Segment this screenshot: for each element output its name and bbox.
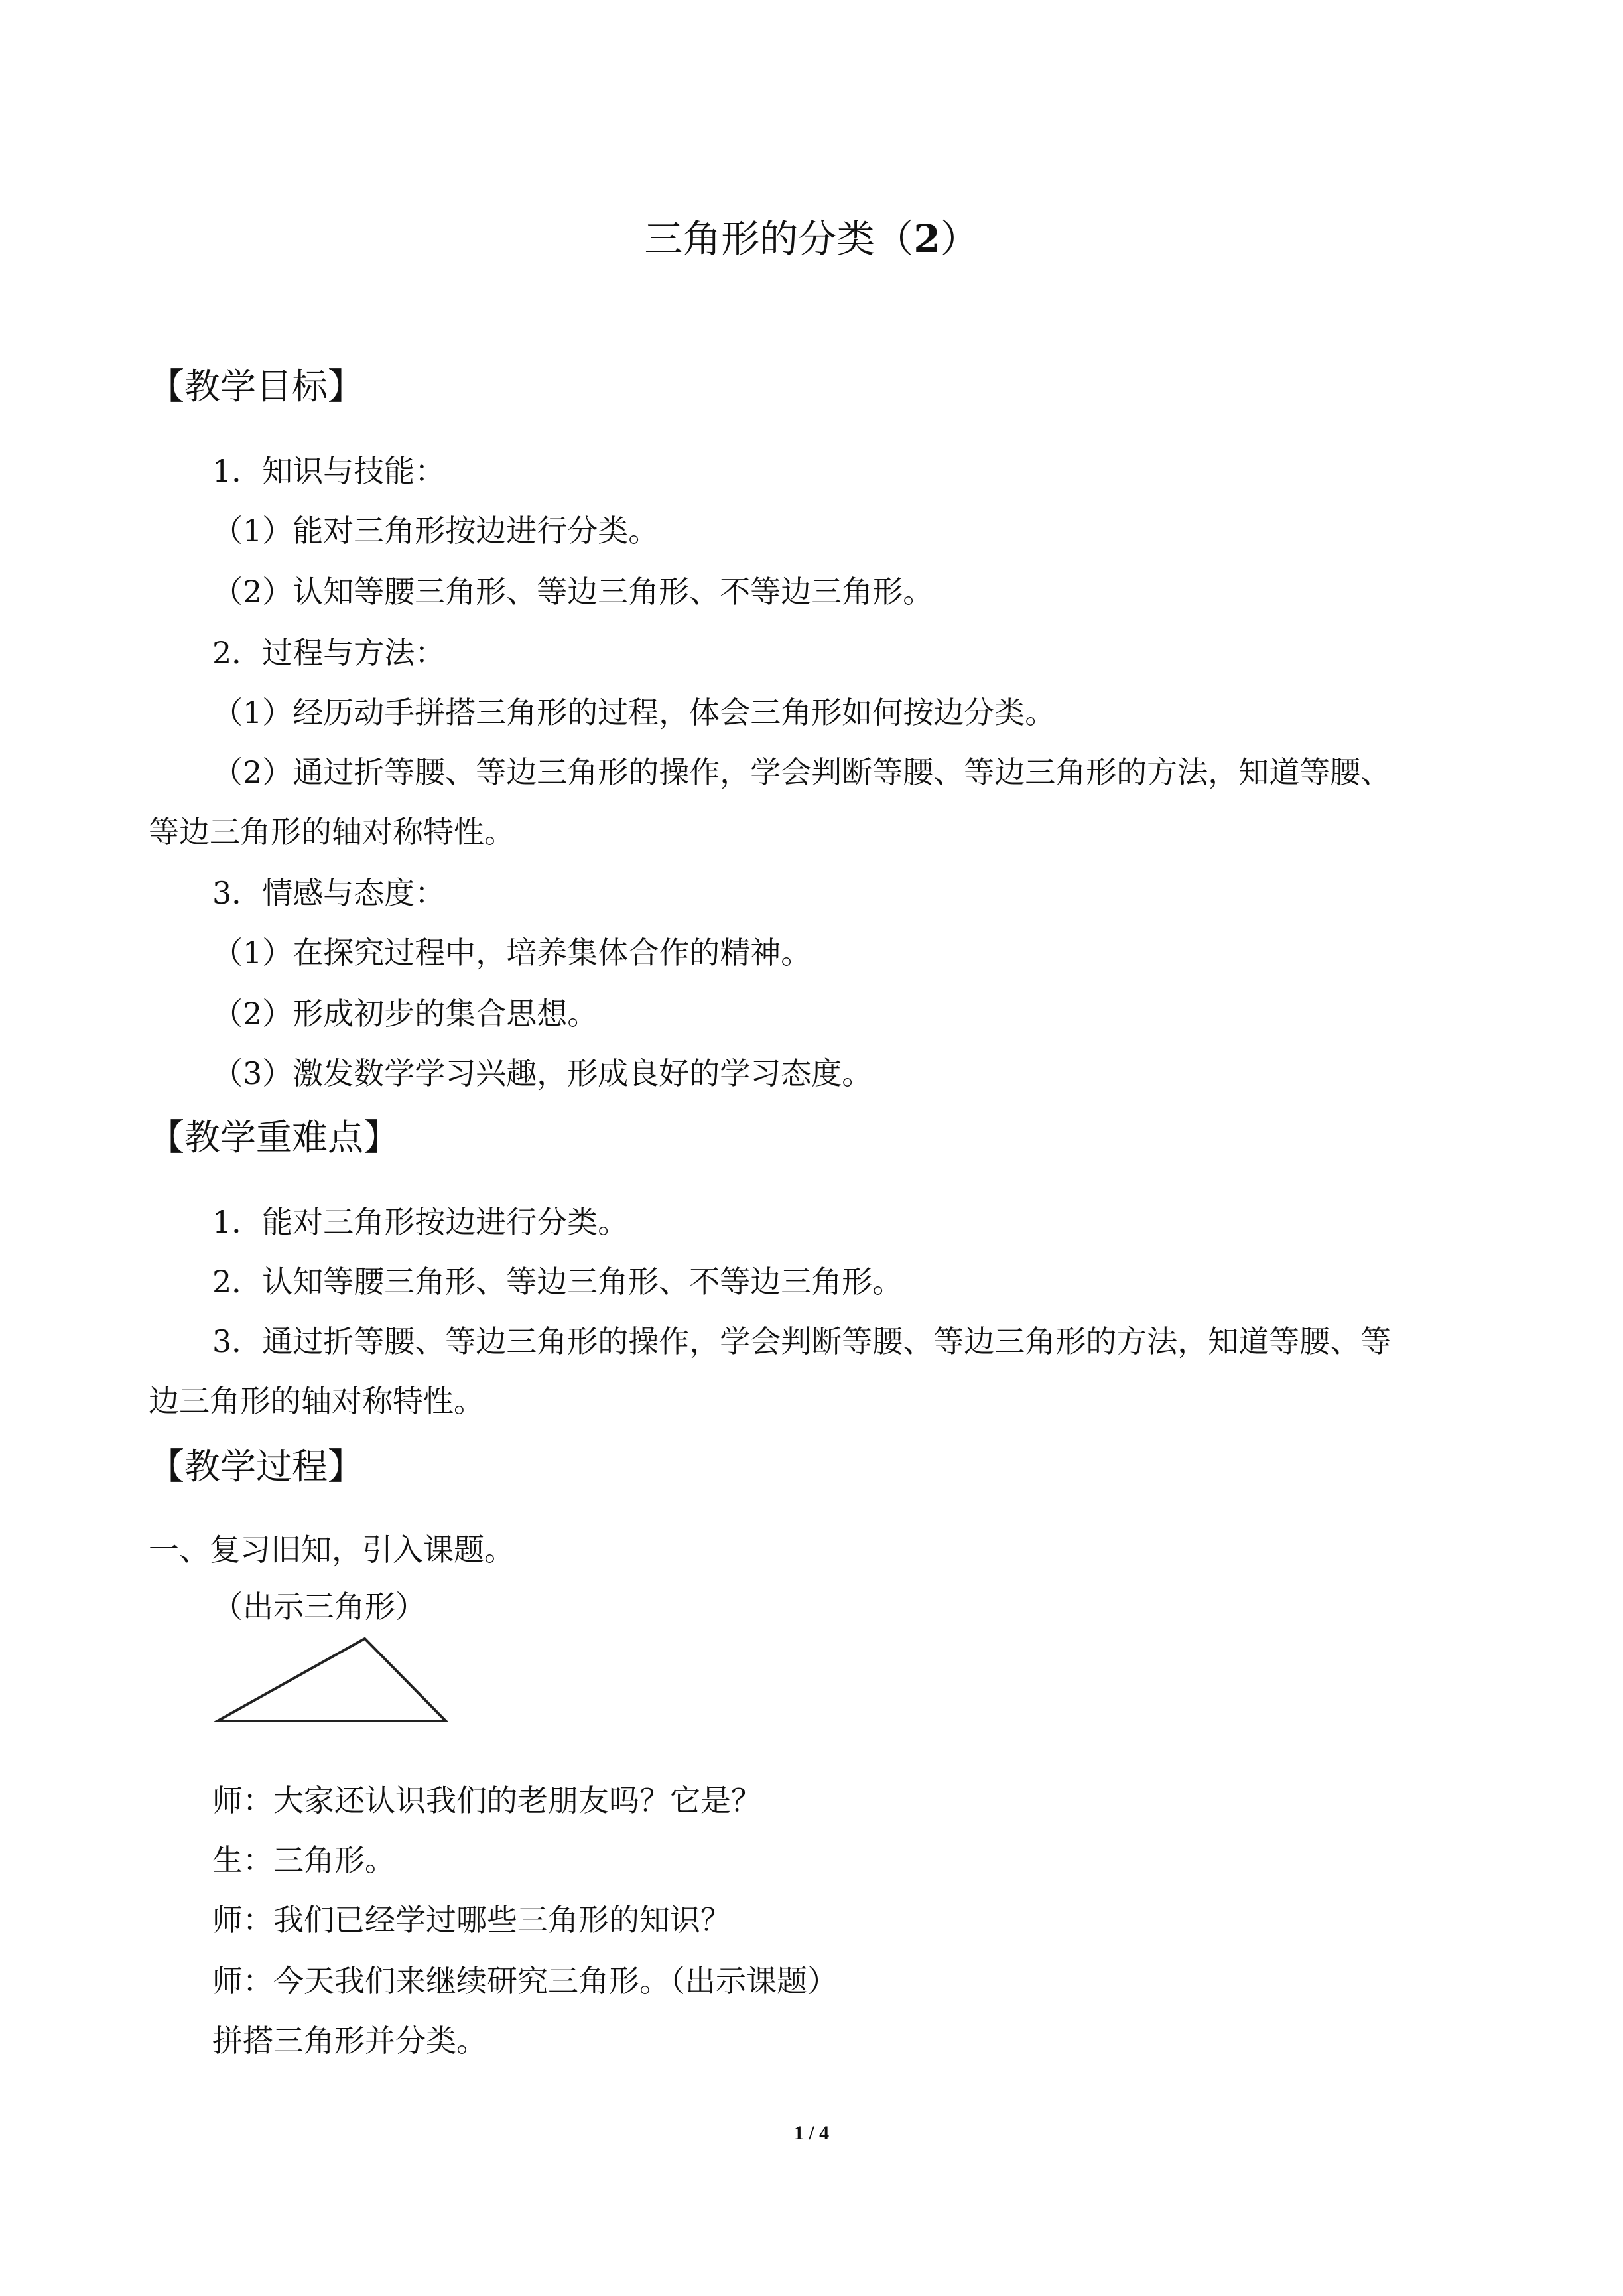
goal-1-heading: 1．知识与技能：	[212, 453, 446, 489]
title-number: 2	[913, 216, 941, 261]
goal-3-item-2: （2）形成初步的集合思想。	[212, 996, 598, 1032]
goal-2-item-2-line-1: （2）通过折等腰、等边三角形的操作，学会判断等腰、等边三角形的方法，知道等腰、	[212, 754, 1392, 790]
page-number: 1 / 4	[793, 2122, 830, 2144]
goal-3-heading: 3．情感与态度：	[212, 875, 446, 911]
section-heading-goals: 【教学目标】	[149, 366, 363, 407]
goal-2-heading: 2．过程与方法：	[212, 635, 446, 671]
dialogue-line-2: 生：三角形。	[212, 1842, 395, 1878]
key-point-3-line-1: 3．通过折等腰、等边三角形的操作，学会判断等腰、等边三角形的方法，知道等腰、等	[212, 1323, 1392, 1359]
show-triangle-note: （出示三角形）	[212, 1589, 426, 1625]
triangle-figure	[212, 1631, 451, 1730]
goal-2-item-1: （1）经历动手拼搭三角形的过程，体会三角形如何按边分类。	[212, 695, 1056, 730]
process-step-1: 一、复习旧知，引入课题。	[149, 1532, 515, 1568]
section-heading-process: 【教学过程】	[149, 1446, 363, 1487]
title-end: ）	[940, 216, 979, 261]
dialogue-line-5: 拼搭三角形并分类。	[212, 2023, 487, 2059]
title-text: 三角形的分类（	[644, 216, 914, 261]
goal-3-item-1: （1）在探究过程中，培养集体合作的精神。	[212, 935, 812, 971]
dialogue-line-4: 师：今天我们来继续研究三角形。（出示课题）	[212, 1963, 838, 1999]
section-heading-key-points: 【教学重难点】	[149, 1116, 399, 1158]
key-point-1: 1．能对三角形按边进行分类。	[212, 1204, 629, 1240]
goal-1-item-2: （2）认知等腰三角形、等边三角形、不等边三角形。	[212, 574, 934, 610]
goal-3-item-3: （3）激发数学学习兴趣，形成良好的学习态度。	[212, 1055, 873, 1091]
key-point-2: 2．认知等腰三角形、等边三角形、不等边三角形。	[212, 1264, 903, 1300]
dialogue-line-3: 师：我们已经学过哪些三角形的知识？	[212, 1902, 731, 1938]
dialogue-line-1: 师：大家还认识我们的老朋友吗？它是？	[212, 1783, 761, 1818]
key-point-3-line-2: 边三角形的轴对称特性。	[149, 1383, 484, 1419]
page-title	[0, 212, 1623, 265]
goal-2-item-2-line-2: 等边三角形的轴对称特性。	[149, 814, 515, 850]
goal-1-item-1: （1）能对三角形按边进行分类。	[212, 513, 659, 549]
